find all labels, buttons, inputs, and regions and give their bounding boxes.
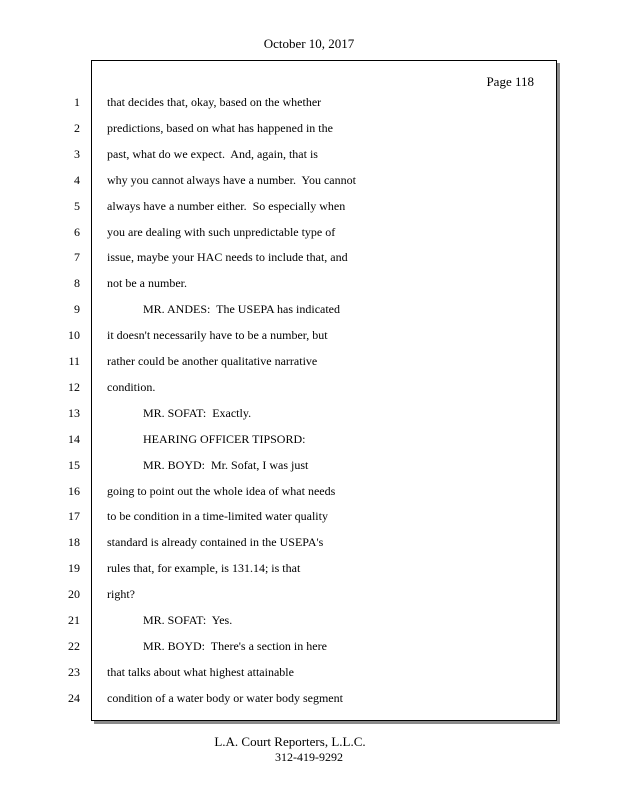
transcript-line: predictions, based on what has happened in the [107, 121, 333, 135]
line-number: 10 [68, 328, 80, 342]
line-number: 18 [68, 535, 80, 549]
line-number: 19 [68, 561, 80, 575]
line-number: 1 [74, 95, 80, 109]
line-number: 8 [74, 276, 80, 290]
transcript-line: MR. BOYD: There's a section in here [143, 639, 327, 653]
page-number: Page 118 [486, 74, 534, 89]
line-number: 20 [68, 587, 80, 601]
line-number: 22 [68, 639, 80, 653]
transcript-line: not be a number. [107, 276, 187, 290]
transcript-line: condition. [107, 380, 156, 394]
transcript-line: issue, maybe your HAC needs to include that, and [107, 250, 348, 264]
transcript-line: HEARING OFFICER TIPSORD: [143, 432, 306, 446]
footer-phone: 312-419-9292 [275, 750, 343, 764]
transcript-line: always have a number either. So especially when [107, 199, 346, 213]
line-number: 2 [74, 121, 80, 135]
transcript-line: MR. BOYD: Mr. Sofat, I was just [143, 458, 309, 472]
line-number: 3 [74, 147, 80, 161]
transcript-line: condition of a water body or water body segment [107, 691, 343, 705]
transcript-line: MR. ANDES: The USEPA has indicated [143, 302, 341, 316]
transcript-line: rather could be another qualitative narrative [107, 354, 318, 368]
line-number: 13 [68, 406, 80, 420]
transcript-line: past, what do we expect. And, again, that is [107, 147, 318, 161]
line-number: 9 [74, 302, 80, 316]
transcript-line: rules that, for example, is 131.14; is that [107, 561, 301, 575]
transcript-line: why you cannot always have a number. You cannot [107, 173, 356, 187]
header-date: October 10, 2017 [263, 36, 355, 51]
line-number: 17 [68, 509, 80, 523]
transcript-line: right? [107, 587, 135, 601]
transcript-line: that decides that, okay, based on the whether [107, 95, 322, 109]
line-number: 15 [68, 458, 80, 472]
line-number: 16 [68, 484, 80, 498]
transcript-line: you are dealing with such unpredictable type of [107, 225, 336, 239]
line-number: 12 [68, 380, 80, 394]
line-number: 11 [68, 354, 80, 368]
footer-company: L.A. Court Reporters, L.L.C. [214, 734, 366, 749]
transcript-line: MR. SOFAT: Exactly. [143, 406, 252, 420]
line-number: 24 [68, 691, 80, 705]
line-number: 14 [68, 432, 80, 446]
line-number: 5 [74, 199, 80, 213]
transcript-line: to be condition in a time-limited water quality [107, 509, 328, 523]
line-number: 7 [74, 250, 80, 264]
transcript-line: that talks about what highest attainable [107, 665, 294, 679]
line-number: 21 [68, 613, 80, 627]
transcript-line: going to point out the whole idea of what needs [107, 484, 336, 498]
line-number: 4 [74, 173, 80, 187]
transcript-line: standard is already contained in the USEPA's [107, 535, 324, 549]
line-number: 23 [68, 665, 80, 679]
transcript-line: MR. SOFAT: Yes. [143, 613, 233, 627]
transcript-line: it doesn't necessarily have to be a number, but [107, 328, 328, 342]
line-number: 6 [74, 225, 80, 239]
